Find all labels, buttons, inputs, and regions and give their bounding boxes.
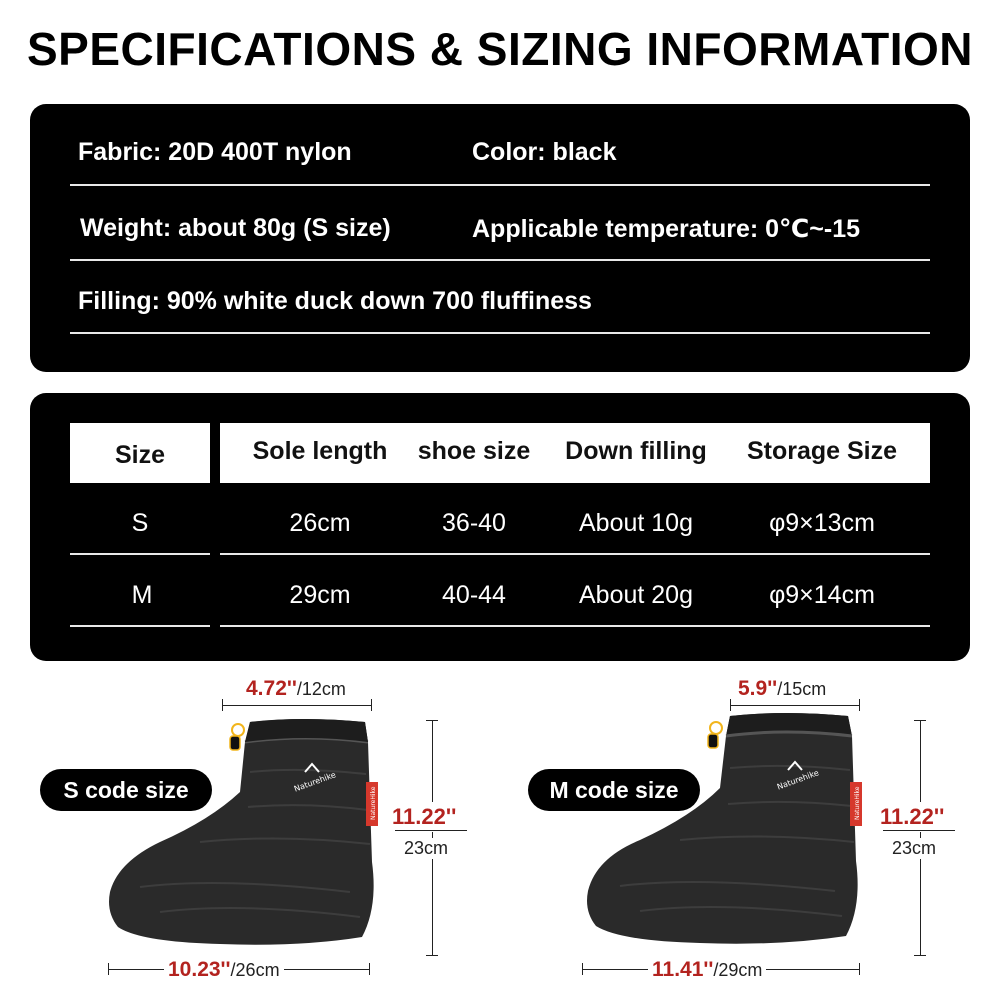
cell-sole-length: 26cm [289,509,351,537]
dim-tick [371,699,372,711]
cell-storage-size: φ9×14cm [769,581,875,609]
fraction-line [395,830,467,831]
s-height-cm: 23cm [404,838,449,858]
header-storage-size: Storage Size [746,437,898,465]
dim-tick [914,955,926,956]
cell-size: M [131,581,153,609]
m-boot-image [580,706,880,951]
dim-tick [914,720,926,721]
m-bottom-inches: 11.41'' [652,958,714,981]
s-bottom-cm: /26cm [230,960,280,980]
spec-temperature: Applicable temperature: 0℃~-15 [472,215,861,243]
header-shoe-size: shoe size [417,437,531,465]
divider [70,259,930,261]
m-top-dimension [738,677,826,701]
cell-size: S [131,509,149,537]
s-height-inches: 11.22'' [392,802,456,832]
size-table-panel [30,393,970,661]
m-bottom-dimension [648,958,766,982]
spec-fabric: Fabric: 20D 400T nylon [78,138,352,166]
spec-color: Color: black [472,138,617,166]
header-sole-length: Sole length [252,437,388,465]
header-down-filling: Down filling [565,437,707,465]
cell-shoe-size: 40-44 [442,581,506,609]
spec-weight: Weight: about 80g (S size) [80,214,391,242]
s-bottom-dimension [164,958,284,982]
s-top-inches: 4.72'' [246,677,297,700]
dim-tick [859,963,860,975]
s-top-dim-line [222,705,372,706]
s-top-cm: /12cm [296,679,346,699]
s-code-size-label: S code size [40,769,212,811]
fraction-line [883,830,955,831]
dim-tick [222,699,223,711]
row-divider [70,553,210,555]
m-bottom-cm: /29cm [713,960,763,980]
m-top-inches: 5.9'' [738,677,778,700]
dim-tick [582,963,583,975]
s-boot-image [100,712,400,952]
dim-tick [426,955,438,956]
m-height-cm: 23cm [892,838,937,858]
spec-filling: Filling: 90% white duck down 700 fluffiness [78,287,592,315]
m-height-inches: 11.22'' [880,802,944,832]
dim-tick [108,963,109,975]
m-top-cm: /15cm [777,679,827,699]
s-bottom-inches: 10.23'' [168,958,231,981]
cell-storage-size: φ9×13cm [769,509,875,537]
s-brand-tag: NatureHike [370,786,377,820]
cell-down-filling: About 20g [579,581,693,609]
row-divider [70,625,210,627]
row-divider [220,625,930,627]
cell-down-filling: About 10g [579,509,693,537]
specs-panel [30,104,970,372]
m-brand-tag: NatureHike [854,786,861,820]
m-code-size-label: M code size [528,769,700,811]
row-divider [220,553,930,555]
cell-sole-length: 29cm [289,581,351,609]
header-size: Size [114,441,166,469]
s-brand-logo: Naturehike [292,770,338,794]
cell-shoe-size: 36-40 [442,509,506,537]
dim-tick [369,963,370,975]
dim-tick [426,720,438,721]
page-title: SPECIFICATIONS & SIZING INFORMATION [26,23,973,75]
divider [70,184,930,186]
divider [70,332,930,334]
m-brand-logo: Naturehike [775,768,821,792]
s-top-dimension [246,677,346,701]
